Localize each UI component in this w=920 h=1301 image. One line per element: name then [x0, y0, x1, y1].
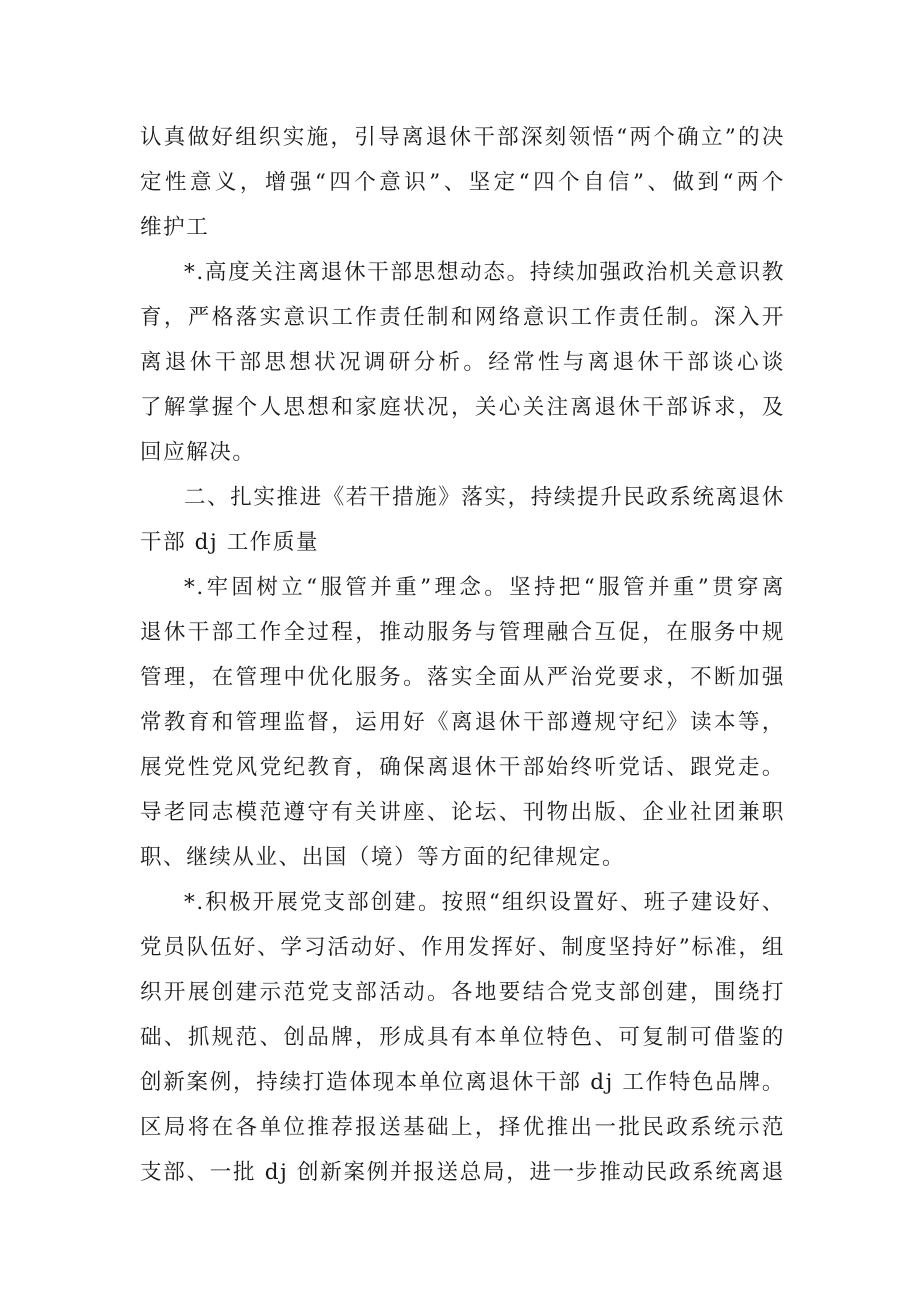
text-line: 展党性党风党纪教育，确保离退休干部始终听党话、跟党走。 [140, 755, 785, 780]
text-line: 干部 dj 工作质量 [140, 530, 320, 555]
paragraph [140, 115, 785, 250]
text-line: 导老同志模范遵守有关讲座、论坛、刊物出版、企业社团兼职 [140, 800, 785, 825]
text-line: 支部、一批 dj 创新案例并报送总局，进一步推动民政系统离退 [140, 1160, 785, 1185]
paragraph [140, 565, 785, 880]
text-line: 职、继续从业、出国（境）等方面的纪律规定。 [140, 845, 626, 870]
text-line: 了解掌握个人思想和家庭状况，关心关注离退休干部诉求，及 [140, 395, 785, 420]
text-line: 常教育和管理监督，运用好《离退休干部遵规守纪》读本等， [140, 710, 785, 735]
text-line: 织开展创建示范党支部活动。各地要结合党支部创建，围绕打 [140, 980, 785, 1005]
section-heading [140, 475, 785, 565]
text-line: 认真做好组织实施，引导离退休干部深刻领悟“两个确立”的决 [140, 125, 785, 150]
text-line: 退休干部工作全过程，推动服务与管理融合互促，在服务中规 [140, 620, 785, 645]
text-line: 管理，在管理中优化服务。落实全面从严治党要求，不断加强 [140, 665, 785, 690]
text-line: 维护工 [140, 215, 210, 240]
text-line: *.积极开展党支部创建。按照“组织设置好、班子建设好、 [184, 890, 785, 915]
text-line: 党员队伍好、学习活动好、作用发挥好、制度坚持好”标准，组 [140, 935, 785, 960]
text-line: 二、扎实推进《若干措施》落实，持续提升民政系统离退休 [184, 485, 785, 510]
paragraph [140, 880, 785, 1195]
text-line: 育，严格落实意识工作责任制和网络意识工作责任制。深入开 [140, 305, 785, 330]
text-line: *.牢固树立“服管并重”理念。坚持把“服管并重”贯穿离 [184, 575, 785, 600]
text-line: *.高度关注离退休干部思想动态。持续加强政治机关意识教 [184, 260, 785, 285]
text-line: 创新案例，持续打造体现本单位离退休干部 dj 工作特色品牌。 [140, 1070, 785, 1095]
text-line: 离退休干部思想状况调研分析。经常性与离退休干部谈心谈 [140, 350, 785, 375]
text-line: 定性意义，增强“四个意识”、坚定“四个自信”、做到“两个 [140, 170, 785, 195]
paragraph [140, 250, 785, 475]
text-line: 区局将在各单位推荐报送基础上，择优推出一批民政系统示范 [140, 1115, 785, 1140]
document-body [140, 115, 785, 1195]
text-line: 回应解决。 [140, 440, 256, 465]
text-line: 础、抓规范、创品牌，形成具有本单位特色、可复制可借鉴的 [140, 1025, 785, 1050]
